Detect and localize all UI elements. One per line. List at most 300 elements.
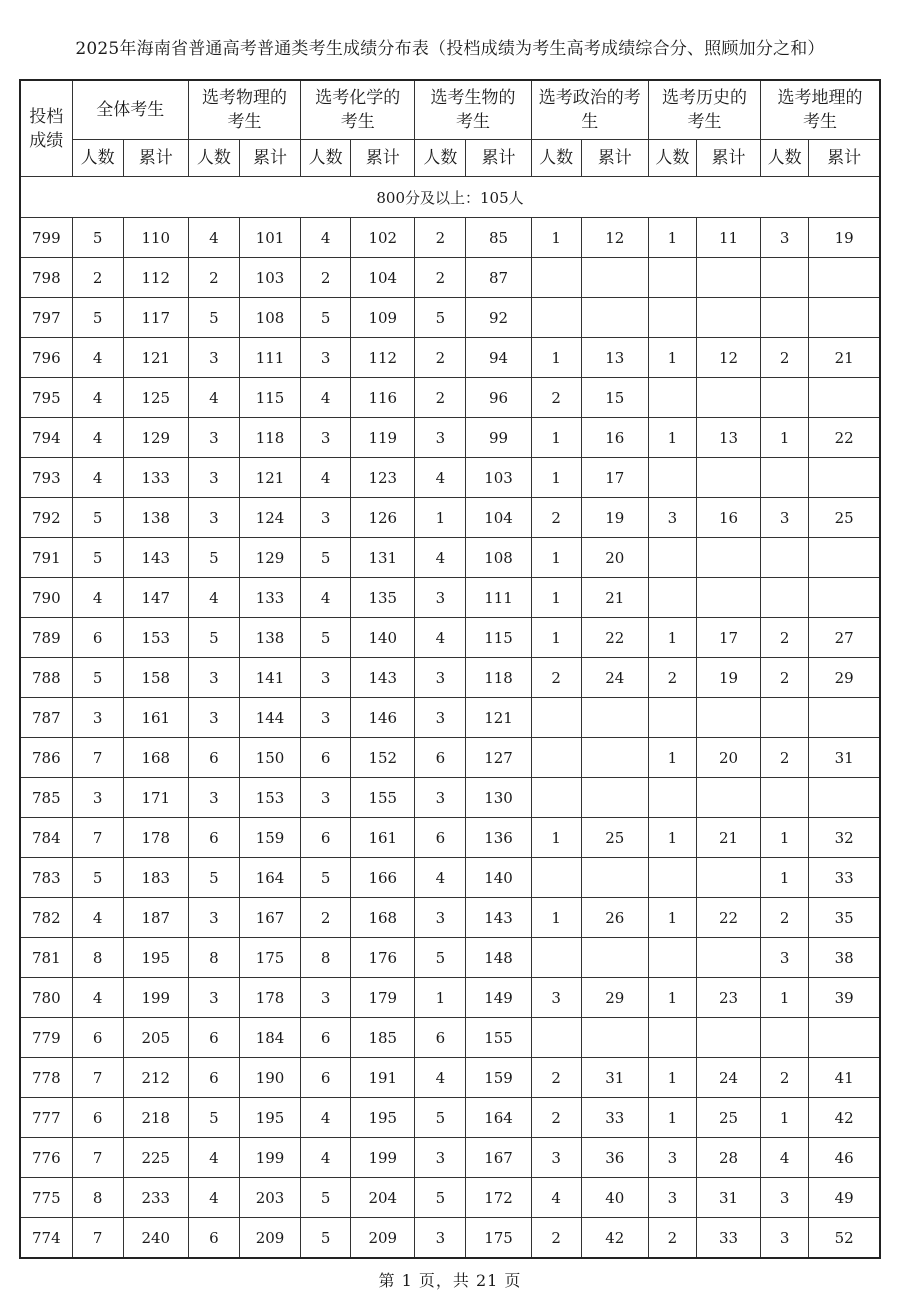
cumulative-cell: 40: [581, 1178, 648, 1218]
cumulative-header: 累计: [239, 140, 300, 177]
count-header: 人数: [301, 140, 351, 177]
cumulative-cell: [696, 378, 760, 418]
cumulative-cell: 144: [239, 698, 300, 738]
count-cell: 1: [648, 218, 696, 258]
count-cell: 2: [761, 658, 809, 698]
cumulative-cell: 19: [809, 218, 880, 258]
count-cell: 3: [648, 498, 696, 538]
count-cell: 4: [72, 418, 123, 458]
count-cell: 4: [188, 378, 239, 418]
cumulative-cell: 115: [466, 618, 531, 658]
count-cell: 2: [415, 218, 466, 258]
cumulative-cell: 16: [581, 418, 648, 458]
cumulative-cell: [696, 938, 760, 978]
count-cell: 6: [72, 618, 123, 658]
cumulative-cell: 190: [239, 1058, 300, 1098]
cumulative-cell: 21: [809, 338, 880, 378]
cumulative-cell: 195: [239, 1098, 300, 1138]
score-cell: 793: [20, 458, 72, 498]
table-row: [20, 1098, 880, 1138]
count-cell: 6: [415, 818, 466, 858]
cumulative-cell: 39: [809, 978, 880, 1018]
count-cell: 3: [72, 698, 123, 738]
count-cell: 1: [761, 858, 809, 898]
count-cell: 6: [301, 1018, 351, 1058]
group-header-biology: 选考生物的考生: [415, 80, 531, 140]
cumulative-cell: 155: [466, 1018, 531, 1058]
cumulative-cell: 112: [351, 338, 415, 378]
cumulative-cell: 147: [123, 578, 188, 618]
count-cell: 8: [301, 938, 351, 978]
cumulative-cell: 102: [351, 218, 415, 258]
cumulative-cell: 153: [123, 618, 188, 658]
count-cell: 1: [531, 218, 581, 258]
count-cell: 1: [531, 618, 581, 658]
cumulative-cell: 17: [581, 458, 648, 498]
cumulative-cell: 152: [351, 738, 415, 778]
table-row: [20, 1178, 880, 1218]
cumulative-cell: 52: [809, 1218, 880, 1259]
count-cell: 6: [301, 818, 351, 858]
cumulative-cell: 29: [581, 978, 648, 1018]
cumulative-cell: 131: [351, 538, 415, 578]
table-row: [20, 698, 880, 738]
count-cell: 1: [415, 498, 466, 538]
count-cell: 4: [72, 378, 123, 418]
count-cell: 7: [72, 1058, 123, 1098]
cumulative-cell: 129: [239, 538, 300, 578]
count-header: 人数: [415, 140, 466, 177]
cumulative-cell: 33: [809, 858, 880, 898]
cumulative-cell: 172: [466, 1178, 531, 1218]
score-cell: 788: [20, 658, 72, 698]
cumulative-cell: 140: [351, 618, 415, 658]
count-cell: 5: [72, 658, 123, 698]
count-cell: 5: [301, 858, 351, 898]
cumulative-cell: 20: [581, 538, 648, 578]
count-cell: [648, 858, 696, 898]
cumulative-header: 累计: [123, 140, 188, 177]
score-cell: 792: [20, 498, 72, 538]
count-cell: 1: [648, 338, 696, 378]
cumulative-cell: 135: [351, 578, 415, 618]
score-cell: 785: [20, 778, 72, 818]
cumulative-cell: 161: [351, 818, 415, 858]
cumulative-cell: 138: [123, 498, 188, 538]
cumulative-cell: 195: [351, 1098, 415, 1138]
cumulative-cell: [696, 1018, 760, 1058]
count-cell: [648, 1018, 696, 1058]
cumulative-cell: [696, 458, 760, 498]
cumulative-cell: 108: [239, 298, 300, 338]
table-row: [20, 1018, 880, 1058]
cumulative-cell: 111: [466, 578, 531, 618]
cumulative-cell: [809, 578, 880, 618]
count-cell: 2: [188, 258, 239, 298]
count-cell: [761, 298, 809, 338]
count-cell: 6: [415, 738, 466, 778]
count-cell: 3: [761, 1218, 809, 1259]
cumulative-cell: [809, 1018, 880, 1058]
cumulative-cell: 164: [239, 858, 300, 898]
score-cell: 774: [20, 1218, 72, 1259]
count-cell: 5: [188, 538, 239, 578]
count-cell: 2: [301, 898, 351, 938]
count-cell: 3: [415, 1218, 466, 1259]
cumulative-cell: 167: [239, 898, 300, 938]
cumulative-cell: [809, 298, 880, 338]
count-cell: 1: [648, 1058, 696, 1098]
score-cell: 789: [20, 618, 72, 658]
count-cell: [531, 778, 581, 818]
cumulative-cell: 136: [466, 818, 531, 858]
count-cell: 5: [72, 858, 123, 898]
cumulative-cell: [809, 258, 880, 298]
count-cell: [531, 298, 581, 338]
count-cell: 1: [648, 618, 696, 658]
score-cell: 795: [20, 378, 72, 418]
cumulative-header: 累计: [696, 140, 760, 177]
cumulative-cell: 22: [809, 418, 880, 458]
cumulative-cell: 126: [351, 498, 415, 538]
count-cell: [761, 258, 809, 298]
cumulative-cell: 109: [351, 298, 415, 338]
score-cell: 784: [20, 818, 72, 858]
cumulative-cell: 94: [466, 338, 531, 378]
count-cell: 4: [301, 1138, 351, 1178]
cumulative-cell: 175: [466, 1218, 531, 1259]
count-cell: [531, 258, 581, 298]
count-cell: 3: [415, 1138, 466, 1178]
cumulative-cell: 19: [696, 658, 760, 698]
count-cell: 2: [415, 378, 466, 418]
table-row: [20, 978, 880, 1018]
count-cell: 4: [301, 1098, 351, 1138]
count-cell: 3: [415, 698, 466, 738]
cumulative-cell: 104: [351, 258, 415, 298]
count-cell: [761, 1018, 809, 1058]
cumulative-cell: [696, 778, 760, 818]
cumulative-cell: 19: [581, 498, 648, 538]
count-cell: 1: [531, 898, 581, 938]
count-cell: 3: [415, 578, 466, 618]
group-header-chemistry: 选考化学的考生: [301, 80, 415, 140]
cumulative-cell: 124: [239, 498, 300, 538]
count-cell: 1: [761, 818, 809, 858]
count-cell: 6: [188, 1018, 239, 1058]
count-cell: 1: [531, 538, 581, 578]
cumulative-cell: [809, 538, 880, 578]
score-cell: 776: [20, 1138, 72, 1178]
count-cell: 3: [188, 898, 239, 938]
count-cell: 5: [301, 1178, 351, 1218]
group-header-geography: 选考地理的考生: [761, 80, 880, 140]
count-cell: 1: [761, 978, 809, 1018]
cumulative-cell: 143: [466, 898, 531, 938]
count-cell: 7: [72, 1218, 123, 1259]
cumulative-cell: [696, 298, 760, 338]
count-cell: 4: [188, 218, 239, 258]
group-header-history: 选考历史的考生: [648, 80, 760, 140]
cumulative-cell: 140: [466, 858, 531, 898]
count-cell: 4: [301, 218, 351, 258]
score-cell: 798: [20, 258, 72, 298]
cumulative-cell: 166: [351, 858, 415, 898]
cumulative-cell: 178: [239, 978, 300, 1018]
cumulative-cell: [696, 698, 760, 738]
count-cell: 7: [72, 1138, 123, 1178]
cumulative-cell: [696, 578, 760, 618]
count-cell: 3: [415, 898, 466, 938]
count-cell: 3: [301, 698, 351, 738]
cumulative-cell: [696, 858, 760, 898]
cumulative-cell: 175: [239, 938, 300, 978]
count-cell: 5: [72, 298, 123, 338]
count-cell: 4: [188, 1138, 239, 1178]
count-cell: 4: [301, 458, 351, 498]
cumulative-cell: 164: [466, 1098, 531, 1138]
cumulative-cell: 129: [123, 418, 188, 458]
cumulative-cell: 49: [809, 1178, 880, 1218]
count-header: 人数: [188, 140, 239, 177]
count-cell: 3: [188, 498, 239, 538]
count-cell: 3: [188, 978, 239, 1018]
count-header: 人数: [648, 140, 696, 177]
page-title: 2025年海南省普通高考普通类考生成绩分布表（投档成绩为考生高考成绩综合分、照顾加分之和）: [75, 39, 825, 59]
cumulative-cell: 101: [239, 218, 300, 258]
count-cell: 6: [301, 1058, 351, 1098]
count-cell: [648, 458, 696, 498]
cumulative-cell: 36: [581, 1138, 648, 1178]
count-cell: 4: [301, 378, 351, 418]
count-cell: 2: [761, 898, 809, 938]
count-cell: [648, 778, 696, 818]
count-cell: 2: [761, 1058, 809, 1098]
cumulative-cell: 171: [123, 778, 188, 818]
count-cell: 5: [72, 218, 123, 258]
count-cell: 4: [415, 618, 466, 658]
score-cell: 794: [20, 418, 72, 458]
count-cell: 6: [188, 818, 239, 858]
table-row: [20, 618, 880, 658]
count-cell: 3: [415, 658, 466, 698]
count-cell: [531, 1018, 581, 1058]
cumulative-cell: 133: [239, 578, 300, 618]
count-cell: 5: [415, 298, 466, 338]
cumulative-cell: 121: [123, 338, 188, 378]
cumulative-cell: 119: [351, 418, 415, 458]
count-cell: 6: [188, 1058, 239, 1098]
cumulative-cell: [581, 738, 648, 778]
cumulative-cell: 22: [696, 898, 760, 938]
cumulative-header: 累计: [809, 140, 880, 177]
cumulative-cell: 161: [123, 698, 188, 738]
cumulative-cell: [581, 298, 648, 338]
cumulative-cell: 153: [239, 778, 300, 818]
count-cell: 3: [188, 338, 239, 378]
cumulative-cell: 187: [123, 898, 188, 938]
count-cell: 2: [761, 338, 809, 378]
cumulative-cell: 33: [696, 1218, 760, 1259]
count-cell: 3: [761, 218, 809, 258]
cumulative-cell: 205: [123, 1018, 188, 1058]
page-footer: 第 1 页，共 21 页: [378, 1271, 522, 1290]
count-cell: [648, 698, 696, 738]
count-cell: 5: [301, 618, 351, 658]
cumulative-cell: 116: [351, 378, 415, 418]
cumulative-cell: 159: [466, 1058, 531, 1098]
cumulative-cell: 103: [239, 258, 300, 298]
score-cell: 775: [20, 1178, 72, 1218]
cumulative-cell: 204: [351, 1178, 415, 1218]
cumulative-cell: 148: [466, 938, 531, 978]
count-cell: 1: [531, 458, 581, 498]
cumulative-cell: 117: [123, 298, 188, 338]
count-cell: 4: [72, 898, 123, 938]
count-cell: [761, 698, 809, 738]
cumulative-cell: 12: [581, 218, 648, 258]
cumulative-header: 累计: [351, 140, 415, 177]
cumulative-cell: 31: [809, 738, 880, 778]
count-cell: 3: [72, 778, 123, 818]
count-cell: [531, 698, 581, 738]
score-band-summary: 800分及以上：105人: [20, 177, 880, 218]
count-header: 人数: [72, 140, 123, 177]
count-cell: 2: [648, 658, 696, 698]
cumulative-cell: 31: [696, 1178, 760, 1218]
cumulative-cell: [581, 698, 648, 738]
count-cell: 3: [188, 778, 239, 818]
count-cell: 2: [72, 258, 123, 298]
count-cell: [648, 258, 696, 298]
count-cell: 5: [188, 858, 239, 898]
count-cell: 1: [531, 338, 581, 378]
cumulative-cell: 146: [351, 698, 415, 738]
score-distribution-table: [19, 79, 881, 1259]
count-cell: 1: [648, 418, 696, 458]
cumulative-cell: 195: [123, 938, 188, 978]
count-cell: 5: [415, 938, 466, 978]
count-cell: [648, 578, 696, 618]
cumulative-cell: 96: [466, 378, 531, 418]
cumulative-header: 累计: [581, 140, 648, 177]
count-cell: 2: [531, 1058, 581, 1098]
cumulative-cell: 184: [239, 1018, 300, 1058]
count-cell: 2: [531, 498, 581, 538]
count-cell: 5: [188, 618, 239, 658]
table-row: [20, 858, 880, 898]
count-cell: 3: [188, 698, 239, 738]
count-cell: 4: [188, 578, 239, 618]
count-cell: 2: [531, 1098, 581, 1138]
count-cell: [648, 938, 696, 978]
count-cell: 3: [188, 458, 239, 498]
count-cell: 2: [531, 658, 581, 698]
count-cell: 5: [415, 1178, 466, 1218]
cumulative-cell: 108: [466, 538, 531, 578]
cumulative-cell: [581, 1018, 648, 1058]
group-header-physics: 选考物理的考生: [188, 80, 300, 140]
cumulative-cell: 149: [466, 978, 531, 1018]
count-cell: 1: [648, 738, 696, 778]
table-row: [20, 658, 880, 698]
cumulative-cell: 233: [123, 1178, 188, 1218]
cumulative-cell: 31: [581, 1058, 648, 1098]
cumulative-cell: 41: [809, 1058, 880, 1098]
count-cell: 4: [761, 1138, 809, 1178]
count-cell: 5: [301, 538, 351, 578]
count-cell: 5: [301, 1218, 351, 1259]
cumulative-cell: 168: [123, 738, 188, 778]
count-cell: [761, 538, 809, 578]
cumulative-cell: 225: [123, 1138, 188, 1178]
count-cell: 5: [301, 298, 351, 338]
cumulative-cell: 12: [696, 338, 760, 378]
count-cell: 6: [72, 1018, 123, 1058]
cumulative-cell: [581, 938, 648, 978]
count-cell: 3: [648, 1178, 696, 1218]
cumulative-cell: 21: [696, 818, 760, 858]
cumulative-cell: 150: [239, 738, 300, 778]
table-row: [20, 1058, 880, 1098]
cumulative-cell: 212: [123, 1058, 188, 1098]
cumulative-cell: 209: [239, 1218, 300, 1259]
cumulative-cell: 176: [351, 938, 415, 978]
count-cell: 3: [415, 418, 466, 458]
cumulative-cell: 32: [809, 818, 880, 858]
cumulative-cell: [809, 778, 880, 818]
cumulative-cell: 25: [581, 818, 648, 858]
count-cell: 1: [415, 978, 466, 1018]
score-cell: 781: [20, 938, 72, 978]
table-row: [20, 418, 880, 458]
cumulative-cell: 16: [696, 498, 760, 538]
cumulative-cell: 26: [581, 898, 648, 938]
score-cell: 777: [20, 1098, 72, 1138]
count-cell: 1: [648, 978, 696, 1018]
score-cell: 783: [20, 858, 72, 898]
cumulative-cell: 27: [809, 618, 880, 658]
table-row: [20, 738, 880, 778]
count-cell: 5: [188, 1098, 239, 1138]
count-cell: 5: [188, 298, 239, 338]
cumulative-cell: 85: [466, 218, 531, 258]
cumulative-cell: 123: [351, 458, 415, 498]
table-row: [20, 898, 880, 938]
count-cell: [531, 738, 581, 778]
table-row: [20, 578, 880, 618]
cumulative-cell: 159: [239, 818, 300, 858]
table-row: [20, 338, 880, 378]
count-cell: 1: [648, 898, 696, 938]
score-cell: 779: [20, 1018, 72, 1058]
count-cell: [531, 858, 581, 898]
count-cell: [648, 378, 696, 418]
count-cell: 3: [648, 1138, 696, 1178]
count-cell: 4: [415, 858, 466, 898]
table-row: [20, 538, 880, 578]
count-cell: 3: [531, 1138, 581, 1178]
cumulative-cell: [581, 858, 648, 898]
score-cell: 778: [20, 1058, 72, 1098]
cumulative-cell: 46: [809, 1138, 880, 1178]
count-cell: 3: [301, 978, 351, 1018]
table-row: [20, 458, 880, 498]
count-cell: 3: [301, 658, 351, 698]
cumulative-cell: 183: [123, 858, 188, 898]
count-cell: 6: [188, 738, 239, 778]
count-cell: 1: [761, 418, 809, 458]
